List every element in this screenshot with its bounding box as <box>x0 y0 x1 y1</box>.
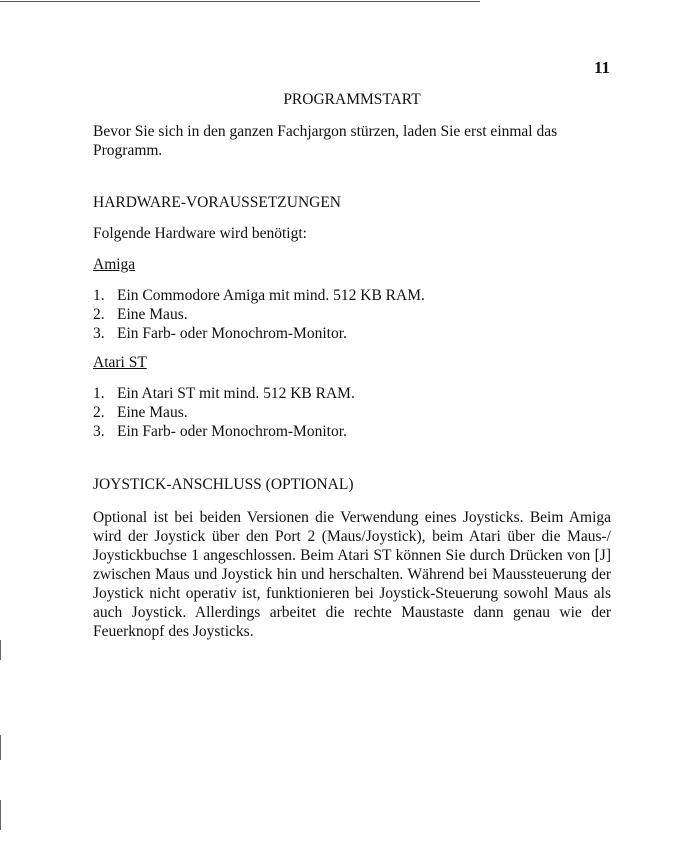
list-number: 3. <box>93 423 105 440</box>
atari-subheading: Atari ST <box>93 354 147 371</box>
list-text: Eine Maus. <box>117 306 188 323</box>
list-number: 2. <box>93 404 105 421</box>
list-item <box>93 286 611 305</box>
page-title: PROGRAMMSTART <box>283 91 421 108</box>
list-text: Eine Maus. <box>117 404 188 421</box>
hardware-lead: Folgende Hardware wird benötigt: <box>93 225 307 242</box>
list-item <box>93 324 611 343</box>
list-number: 1. <box>93 385 105 402</box>
list-text: Ein Farb- oder Monochrom-Monitor. <box>117 325 347 342</box>
scan-edge-marks <box>0 640 2 868</box>
list-item <box>93 403 611 422</box>
amiga-list <box>93 286 611 343</box>
list-number: 1. <box>93 287 105 304</box>
scan-mark <box>0 640 1 660</box>
hardware-heading: HARDWARE-VORAUSSETZUNGEN <box>93 194 341 211</box>
joystick-paragraph: Optional ist bei beiden Versionen die Verwendung eines Joysticks. Beim Amiga wird der Joystick über den Port 2 (Maus/Joystick), beim Atari über die Maus-/ Joystickbuchse 1 angeschlossen. Beim Atari ST können Sie durch Drücken von [J] zwischen Maus und Joystick hin und herschalten. Während bei Maussteuerung der Joystick nicht operativ ist, funktionieren bei Joystick-Steuerung sowohl Maus als auch Joystick. Allerdings arbeitet die rechte Maustaste dann genau wie der Feuerknopf des Joysticks. <box>93 509 611 640</box>
list-text: Ein Commodore Amiga mit mind. 512 KB RAM. <box>117 287 425 304</box>
scan-mark <box>0 800 1 830</box>
list-item <box>93 422 611 441</box>
top-rule <box>0 1 480 2</box>
list-item <box>93 305 611 324</box>
amiga-subheading: Amiga <box>93 256 136 273</box>
joystick-heading: JOYSTICK-ANSCHLUSS (OPTIONAL) <box>93 476 354 493</box>
list-text: Ein Atari ST mit mind. 512 KB RAM. <box>117 385 355 402</box>
list-text: Ein Farb- oder Monochrom-Monitor. <box>117 423 347 440</box>
atari-list <box>93 384 611 441</box>
scan-mark <box>0 735 1 760</box>
page-content <box>93 90 611 641</box>
list-number: 2. <box>93 306 105 323</box>
list-number: 3. <box>93 325 105 342</box>
intro-paragraph: Bevor Sie sich in den ganzen Fachjargon stürzen, laden Sie erst einmal das Programm. <box>93 123 558 159</box>
page-number: 11 <box>593 58 610 77</box>
list-item <box>93 384 611 403</box>
